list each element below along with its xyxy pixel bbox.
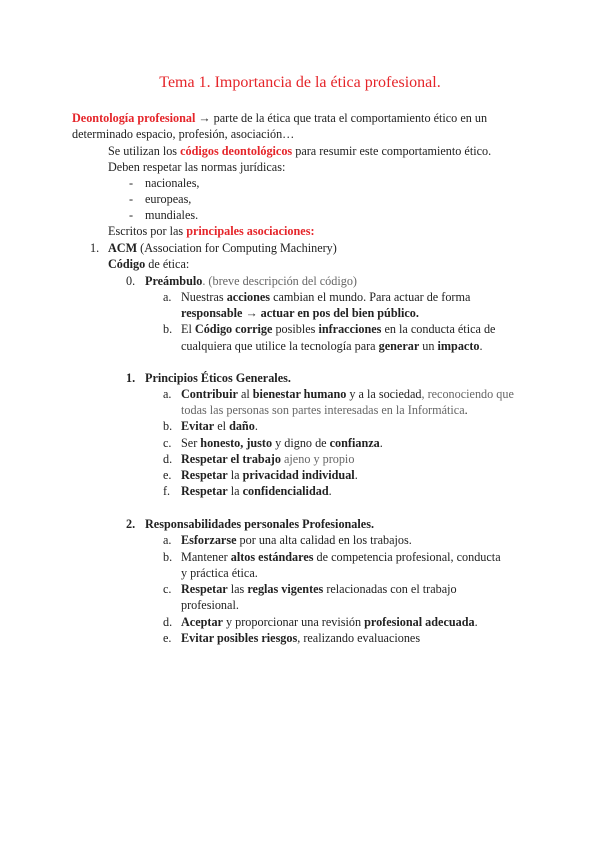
principle-d: Respetar el trabajo ajeno y propio <box>181 452 355 466</box>
principle-a-line-2: todas las personas son partes interesadas en la Informática. <box>181 403 468 417</box>
arrow: → <box>195 111 214 125</box>
principles-heading: Principios Éticos Generales. <box>145 371 291 385</box>
list-marker: c. <box>163 582 172 596</box>
principle-b: Evitar el daño. <box>181 419 258 433</box>
laws-intro: Deben respetar las normas jurídicas: <box>108 160 286 174</box>
responsibility-e: Evitar posibles riesgos, realizando evaluaciones <box>181 631 421 645</box>
deontology-term: Deontología profesional <box>72 111 196 125</box>
list-marker: - <box>129 176 134 190</box>
list-marker: b. <box>163 322 173 336</box>
preamble-b-line-1: El Código corrige posibles infracciones en la conducta ética de <box>181 322 496 336</box>
responsibility-a: Esforzarse por una alta calidad en los trabajos. <box>181 533 412 547</box>
definition-line-2: determinado espacio, profesión, asociación… <box>72 127 295 141</box>
responsibility-b-line-1: Mantener altos estándares de competencia profesional, conducta <box>181 550 501 564</box>
responsibility-d: Aceptar y proporcionar una revisión profesional adecuada. <box>181 615 478 629</box>
list-marker: a. <box>163 290 172 304</box>
preamble-a-line-1: Nuestras acciones cambian el mundo. Para actuar de forma <box>181 290 471 304</box>
associations-line: Escritos por las principales asociaciones: <box>108 224 315 238</box>
principle-e: Respetar la privacidad individual. <box>181 468 358 482</box>
law-item: europeas, <box>145 192 192 206</box>
list-number: 1. <box>90 241 100 255</box>
codes-term: códigos deontológicos <box>180 144 293 158</box>
list-marker: e. <box>163 631 172 645</box>
preamble-b-line-2: cualquiera que utilice la tecnología para generar un impacto. <box>181 339 483 353</box>
preamble-a-line-2: responsable → actuar en pos del bien público. <box>181 306 419 320</box>
acm-line: ACM (Association for Computing Machinery) <box>108 241 337 255</box>
list-marker: d. <box>163 452 173 466</box>
responsibilities-heading: Responsabilidades personales Profesionales. <box>145 517 374 531</box>
definition-line-1 <box>72 110 487 126</box>
list-marker: - <box>129 208 134 222</box>
list-marker: - <box>129 192 134 206</box>
list-marker: a. <box>163 533 172 547</box>
codes-line: Se utilizan los códigos deontológicos para resumir este comportamiento ético. <box>108 144 492 158</box>
list-marker: a. <box>163 387 172 401</box>
list-marker: e. <box>163 468 172 482</box>
definition-text: parte de la ética que trata el comportamiento ético en un <box>213 111 488 125</box>
responsibility-c-line-2: profesional. <box>181 598 239 612</box>
associations-term: principales asociaciones: <box>186 224 315 238</box>
list-number: 1. <box>126 371 136 385</box>
page-title: Tema 1. Importancia de la ética profesional. <box>159 74 441 91</box>
law-item: mundiales. <box>145 208 199 222</box>
principle-f: Respetar la confidencialidad. <box>181 484 332 498</box>
list-marker: b. <box>163 550 173 564</box>
principle-a-line-1: Contribuir al bienestar humano y a la sociedad, reconociendo que <box>181 387 514 401</box>
responsibility-b-line-2: y práctica ética. <box>181 566 258 580</box>
principle-c: Ser honesto, justo y digno de confianza. <box>181 436 383 450</box>
list-marker: b. <box>163 419 173 433</box>
list-marker: d. <box>163 615 173 629</box>
list-marker: f. <box>163 484 171 498</box>
list-number: 0. <box>126 274 136 288</box>
code-line: Código de ética: <box>108 257 190 271</box>
responsibility-c-line-1: Respetar las reglas vigentes relacionadas con el trabajo <box>181 582 457 596</box>
law-item: nacionales, <box>145 176 200 190</box>
list-number: 2. <box>126 517 136 531</box>
list-marker: c. <box>163 436 172 450</box>
preamble-heading: Preámbulo. (breve descripción del código) <box>145 274 357 288</box>
